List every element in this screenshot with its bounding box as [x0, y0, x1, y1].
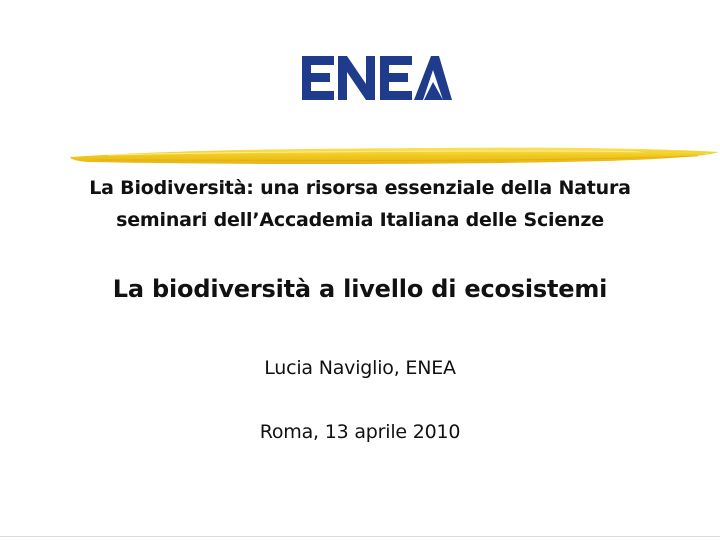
date-place-line: Roma, 13 aprile 2010 — [259, 421, 461, 443]
enea-logo — [302, 56, 452, 100]
subtitle-line-1: La Biodiversità: una risorsa essenziale della Natura — [89, 177, 631, 199]
author-line: Lucia Naviglio, ENEA — [264, 357, 456, 379]
main-title: La biodiversità a livello di ecosistemi — [112, 275, 608, 303]
bottom-divider — [0, 536, 720, 537]
subtitle-line-2: seminari dell’Accademia Italiana delle Scienze — [116, 209, 604, 231]
brush-stroke-divider — [68, 140, 720, 174]
